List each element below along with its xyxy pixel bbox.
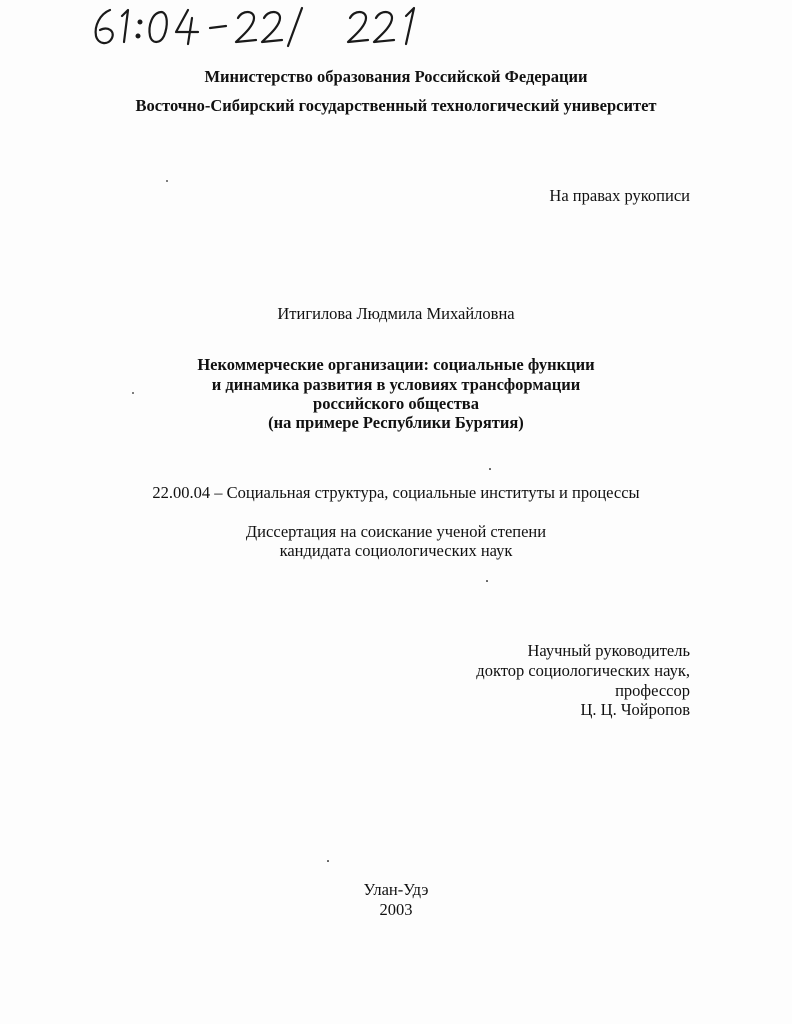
title-line-1: Некоммерческие организации: социальные функции xyxy=(197,355,595,374)
supervisor-title: профессор xyxy=(615,681,690,700)
city: Улан-Удэ xyxy=(363,880,429,899)
scan-speck xyxy=(486,580,488,582)
supervisor-name: Ц. Ц. Чойропов xyxy=(580,700,690,719)
title-line-4: (на примере Республики Бурятия) xyxy=(268,413,524,432)
scan-speck xyxy=(327,860,329,862)
ministry-heading: Министерство образования Российской Федерации xyxy=(204,67,588,86)
scan-speck xyxy=(166,180,168,182)
supervisor-degree: доктор социологических наук, xyxy=(476,661,690,680)
scan-speck xyxy=(132,392,134,394)
university-heading: Восточно-Сибирский государственный технологический университет xyxy=(135,96,657,115)
degree-line-2: кандидата социологических наук xyxy=(279,541,513,560)
title-line-2: и динамика развития в условиях трансформации xyxy=(211,375,581,394)
handwritten-archive-code xyxy=(88,4,448,50)
supervisor-role: Научный руководитель xyxy=(527,641,690,660)
scan-speck xyxy=(489,468,491,470)
title-line-3: российского общества xyxy=(313,394,479,413)
author-name: Итигилова Людмила Михайловна xyxy=(277,304,515,323)
year: 2003 xyxy=(379,900,413,919)
rights-note: На правах рукописи xyxy=(549,186,690,205)
specialty-code: 22.00.04 – Социальная структура, социальные институты и процессы xyxy=(152,483,640,502)
degree-line-1: Диссертация на соискание ученой степени xyxy=(245,522,547,541)
